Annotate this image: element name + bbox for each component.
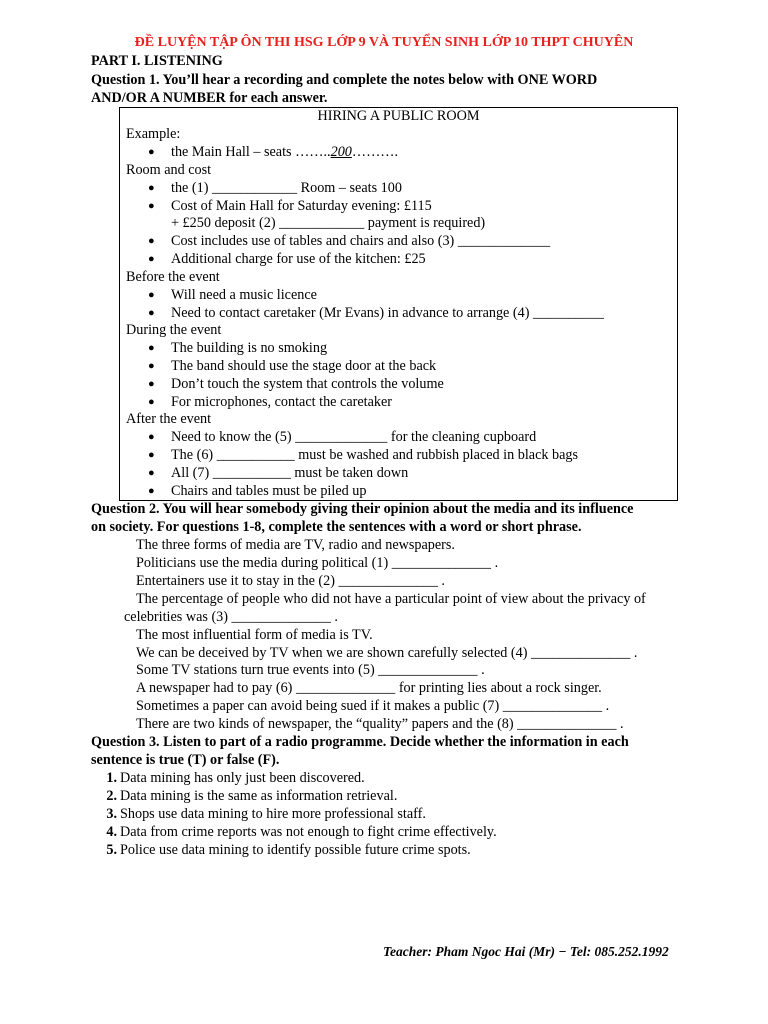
bullet-icon: ● xyxy=(148,449,155,461)
example-item: ● the Main Hall – seats ……..200………. xyxy=(148,144,398,160)
bullet-icon: ● xyxy=(148,289,155,301)
during-item-1: ● The building is no smoking xyxy=(148,340,328,356)
bullet-icon: ● xyxy=(148,342,155,354)
q1-instruction-line-1: Question 1. You’ll hear a recording and complete the notes below with ONE WORD xyxy=(91,72,598,88)
bullet-icon: ● xyxy=(148,182,155,194)
q3-item: 1. Data mining has only just been discovered. xyxy=(106,770,365,786)
bullet-icon: ● xyxy=(148,378,155,390)
q2-sentence-9: There are two kinds of newspaper, the “quality” papers and the (8) ______________ . xyxy=(136,716,624,732)
q3-item: 2. Data mining is the same as information retrieval. xyxy=(106,788,398,804)
q3-item: 5. Police use data mining to identify possible future crime spots. xyxy=(106,842,471,858)
q2-sentence-1: Politicians use the media during political (1) ______________ . xyxy=(136,555,499,571)
after-heading: After the event xyxy=(126,411,212,427)
bullet-icon: ● xyxy=(148,485,155,497)
q2-sentence-5: We can be deceived by TV when we are shown carefully selected (4) ______________ . xyxy=(136,645,638,661)
bullet-icon: ● xyxy=(148,307,155,319)
before-item-2: ● Need to contact caretaker (Mr Evans) in advance to arrange (4) __________ xyxy=(148,305,604,321)
during-item-3: ● Don’t touch the system that controls the volume xyxy=(148,376,444,392)
q2-instruction-line-2: on society. For questions 1-8, complete the sentences with a word or short phrase. xyxy=(91,519,582,535)
q2-sentence-6: Some TV stations turn true events into (5) ______________ . xyxy=(136,662,485,678)
q3-item: 4. Data from crime reports was not enough to fight crime effectively. xyxy=(106,824,497,840)
q3-instruction-line-1: Question 3. Listen to part of a radio programme. Decide whether the information in each xyxy=(91,734,629,750)
bullet-icon: ● xyxy=(148,467,155,479)
after-item-2: ● The (6) ___________ must be washed and rubbish placed in black bags xyxy=(148,447,579,463)
notes-box xyxy=(119,107,678,501)
room-item-3: ● Cost includes use of tables and chairs and also (3) _____________ xyxy=(148,233,551,249)
bullet-icon: ● xyxy=(148,253,155,265)
q2-sentence-3b: celebrities was (3) ______________ . xyxy=(124,609,338,625)
q2-sentence-2: Entertainers use it to stay in the (2) ______________ . xyxy=(136,573,445,589)
q2-sentence-4: The most influential form of media is TV. xyxy=(136,627,373,643)
bullet-icon: ● xyxy=(148,396,155,408)
q1-instruction-line-2: AND/OR A NUMBER for each answer. xyxy=(91,90,328,106)
after-item-1: ● Need to know the (5) _____________ for the cleaning cupboard xyxy=(148,429,537,445)
page-title: ĐỀ LUYỆN TẬP ÔN THI HSG LỚP 9 VÀ TUYỂN SINH LỚP 10 THPT CHUYÊN xyxy=(134,35,634,50)
q2-sentence-8: Sometimes a paper can avoid being sued if it makes a public (7) ______________ . xyxy=(136,698,610,714)
q3-item: 3. Shops use data mining to hire more professional staff. xyxy=(106,806,426,822)
after-item-4: ● Chairs and tables must be piled up xyxy=(148,483,367,499)
bullet-icon: ● xyxy=(148,431,155,443)
q2-sentence-0: The three forms of media are TV, radio and newspapers. xyxy=(136,537,455,553)
footer-teacher: Teacher: Pham Ngoc Hai (Mr) − Tel: 085.252.1992 xyxy=(383,944,669,959)
notes-box-title: HIRING A PUBLIC ROOM xyxy=(317,108,480,124)
during-heading: During the event xyxy=(126,322,222,338)
during-item-4: ● For microphones, contact the caretaker xyxy=(148,394,392,410)
bullet-icon: ● xyxy=(148,360,155,372)
part-heading: PART I. LISTENING xyxy=(91,53,223,69)
room-item-2-continued: + £250 deposit (2) ____________ payment is required) xyxy=(171,215,486,231)
before-heading: Before the event xyxy=(126,269,220,285)
example-label: Example: xyxy=(126,126,181,142)
room-heading: Room and cost xyxy=(126,162,212,178)
bullet-icon: ● xyxy=(148,200,155,212)
bullet-icon: ● xyxy=(148,146,155,158)
q3-instruction-line-2: sentence is true (T) or false (F). xyxy=(91,752,280,768)
q2-instruction-line-1: Question 2. You will hear somebody giving their opinion about the media and its influence xyxy=(91,501,634,517)
before-item-1: ● Will need a music licence xyxy=(148,287,317,303)
during-item-2: ● The band should use the stage door at the back xyxy=(148,358,437,374)
q2-sentence-7: A newspaper had to pay (6) ______________ for printing lies about a rock singer. xyxy=(136,680,602,696)
room-item-4: ● Additional charge for use of the kitchen: £25 xyxy=(148,251,426,267)
q2-sentence-3a: The percentage of people who did not have a particular point of view about the privacy of xyxy=(136,591,646,607)
example-answer: 200 xyxy=(330,144,352,160)
bullet-icon: ● xyxy=(148,235,155,247)
after-item-3: ● All (7) ___________ must be taken down xyxy=(148,465,409,481)
room-item-1: ● the (1) ____________ Room – seats 100 xyxy=(148,180,402,196)
room-item-2: ● Cost of Main Hall for Saturday evening: £115 xyxy=(148,198,432,214)
